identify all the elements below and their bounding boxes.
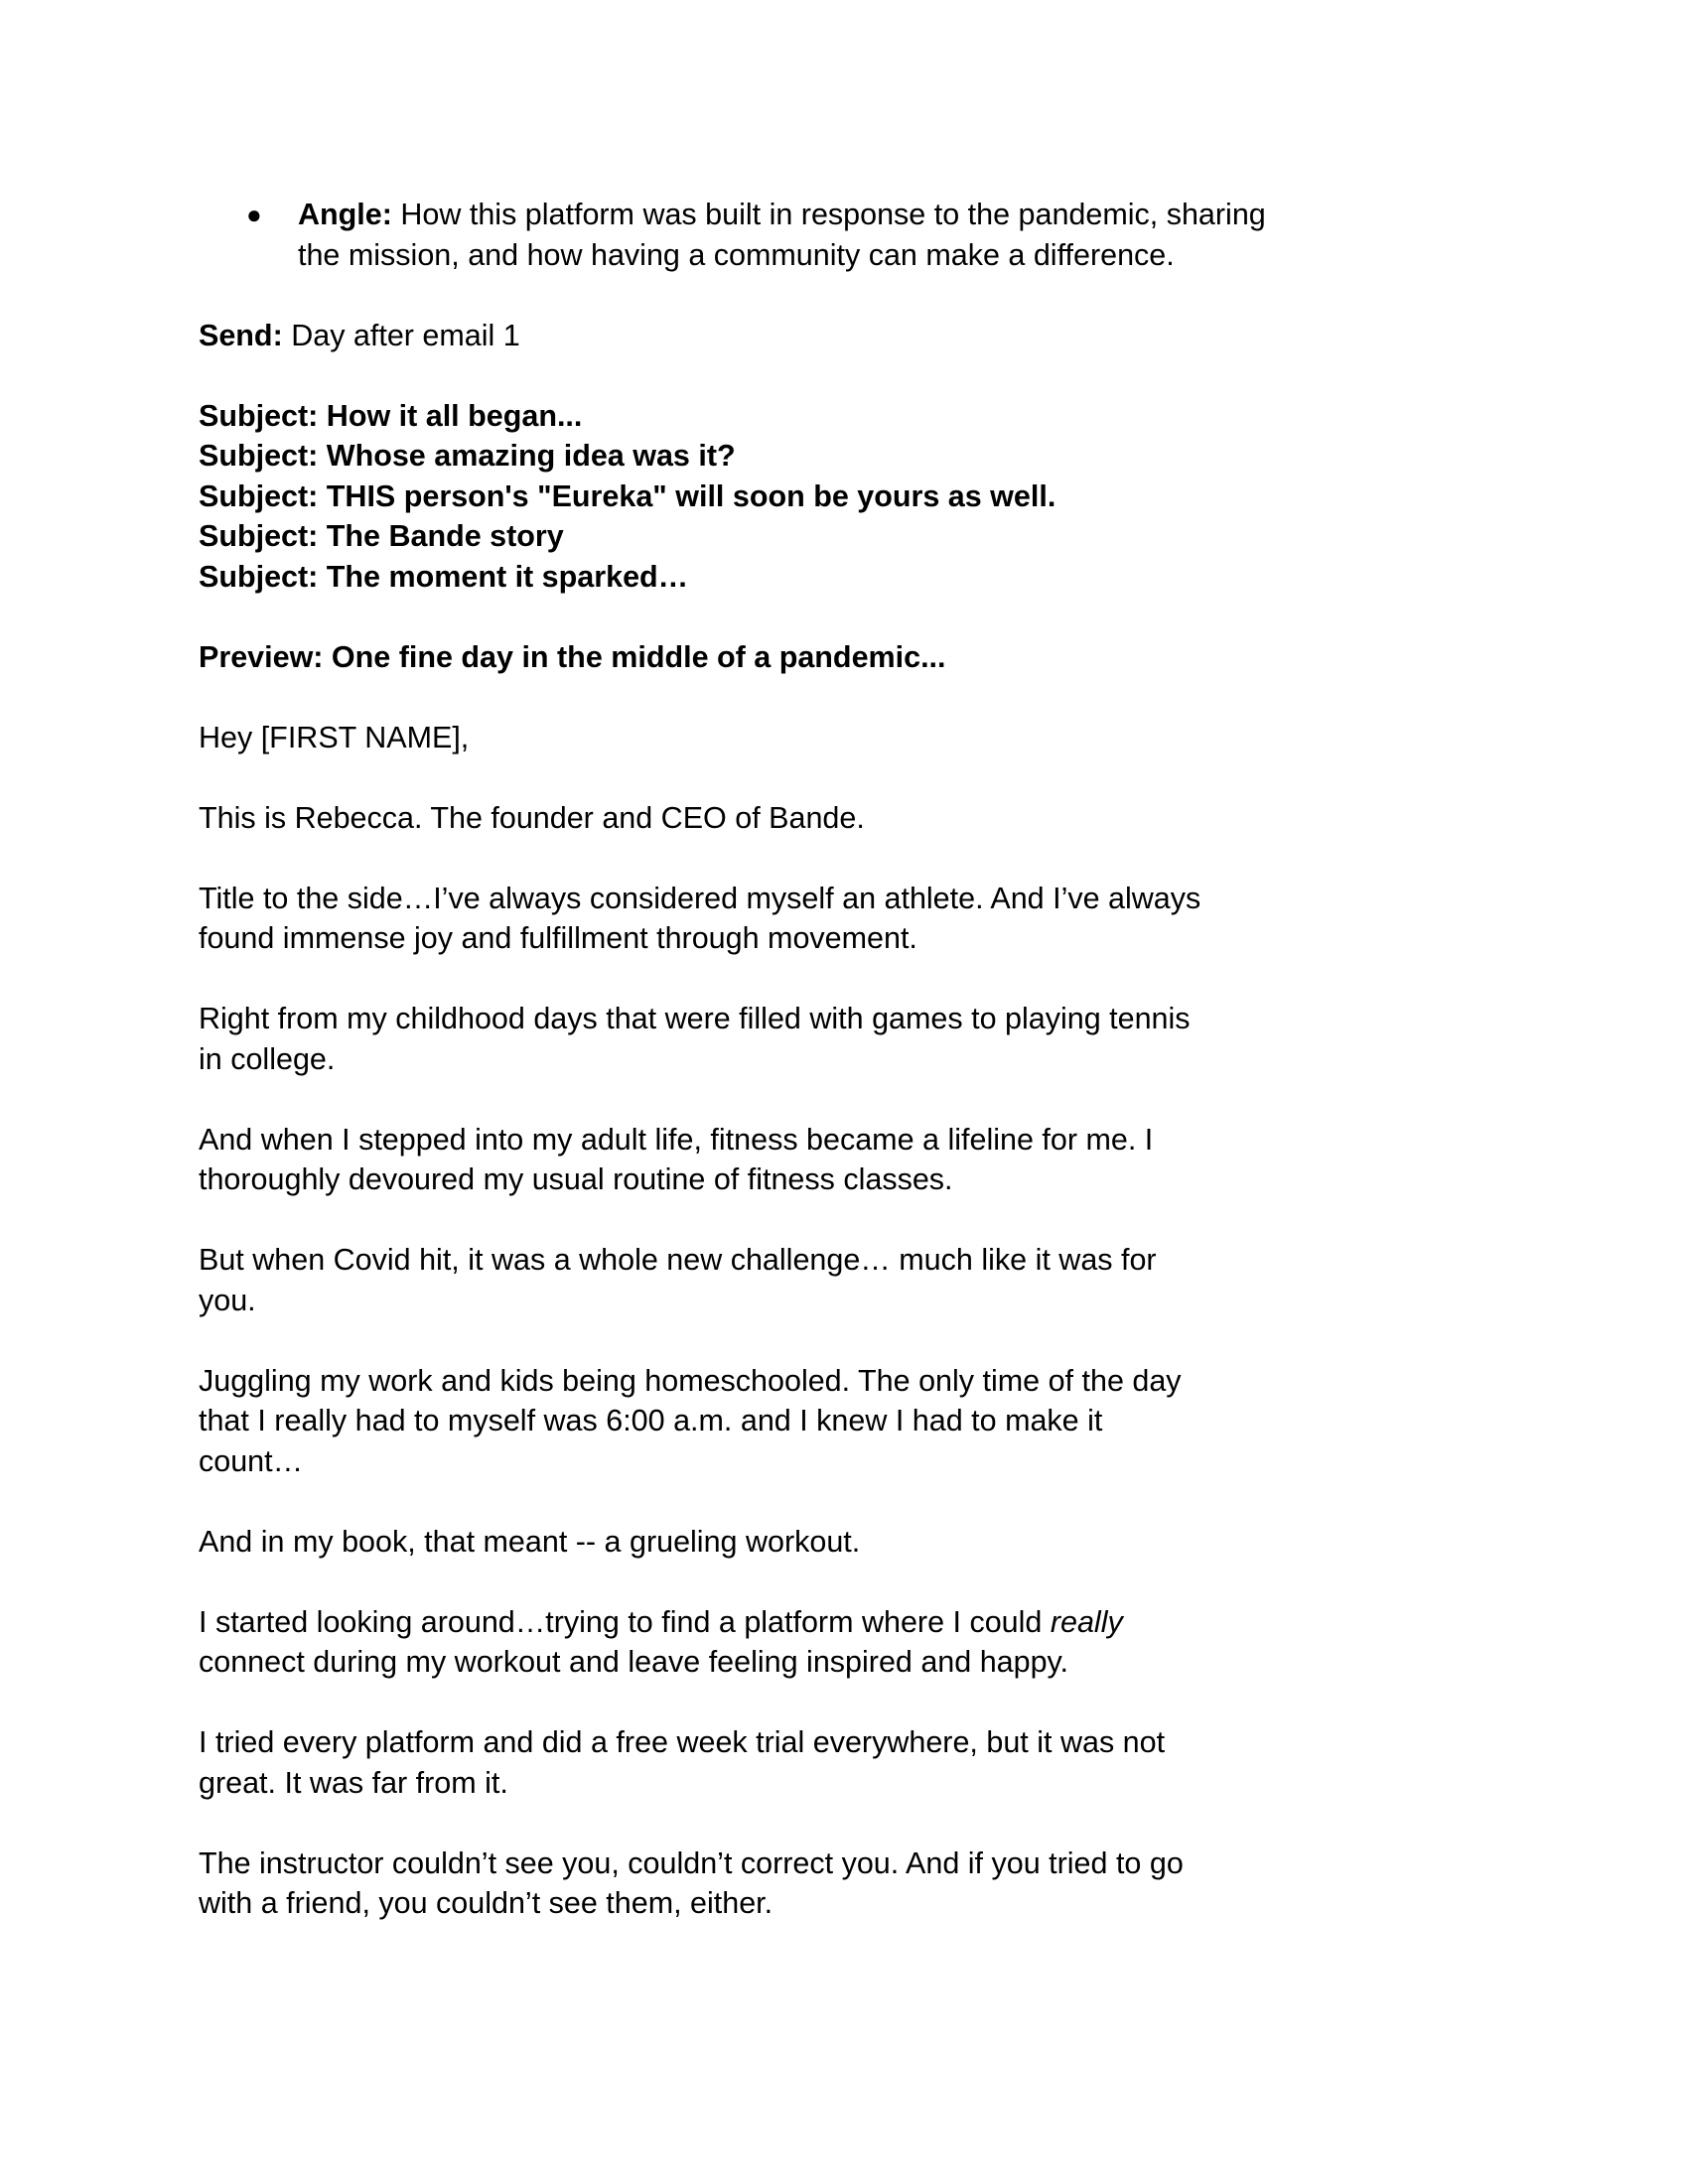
send-label: Send: [199, 318, 283, 352]
send-line [199, 316, 1241, 356]
paragraph-6: Juggling my work and kids being homeschooled. The only time of the day that I really had to myself was 6:00 a.m. and I knew I had to make it count… [199, 1363, 1182, 1478]
paragraph-9: I tried every platform and did a free week trial everywhere, but it was not great. It was far from it. [199, 1725, 1166, 1800]
paragraph-10: The instructor couldn’t see you, couldn’t correct you. And if you tried to go with a friend, you couldn’t see them, either. [199, 1845, 1184, 1920]
paragraph-3: Right from my childhood days that were filled with games to playing tennis in college. [199, 1002, 1191, 1076]
paragraph-8-emphasis: really [1050, 1604, 1123, 1639]
subject-line: Subject: How it all began... [199, 398, 583, 433]
bullet-dot-icon: ● [246, 200, 262, 229]
angle-text: How this platform was built in response to the pandemic, sharing the mission, and how having a community can make a difference. [298, 198, 1266, 272]
greeting: Hey [FIRST NAME], [199, 720, 470, 754]
subject-line: Subject: Whose amazing idea was it? [199, 439, 736, 473]
subject-line: Subject: The Bande story [199, 519, 564, 553]
subject-list [199, 396, 1241, 598]
angle-list [199, 195, 1266, 275]
send-text: Day after email 1 [282, 318, 520, 352]
subject-line: Subject: The moment it sparked… [199, 559, 689, 594]
paragraph-7: And in my book, that meant -- a grueling workout. [199, 1524, 861, 1559]
paragraph-5: But when Covid hit, it was a whole new challenge… much like it was for you. [199, 1243, 1157, 1317]
paragraph-2: Title to the side…I’ve always considered myself an athlete. And I’ve always found immense joy and fulfillment through movement. [199, 881, 1201, 955]
subject-line: Subject: THIS person's "Eureka" will soon be yours as well. [199, 478, 1056, 513]
document-page [199, 195, 1266, 1964]
paragraph-4: And when I stepped into my adult life, fitness became a lifeline for me. I thoroughly devoured my usual routine of fitness classes. [199, 1122, 1154, 1196]
paragraph-1: This is Rebecca. The founder and CEO of Bande. [199, 800, 865, 835]
preview-line: Preview: One fine day in the middle of a pandemic... [199, 639, 946, 674]
angle-label: Angle: [298, 198, 392, 231]
angle-bullet-item [199, 195, 1291, 275]
paragraph-8-end: connect during my workout and leave feeling inspired and happy. [199, 1645, 1069, 1679]
paragraph-8-start: I started looking around…trying to find a platform where I could [199, 1604, 1051, 1639]
paragraph-8 [199, 1602, 1211, 1683]
